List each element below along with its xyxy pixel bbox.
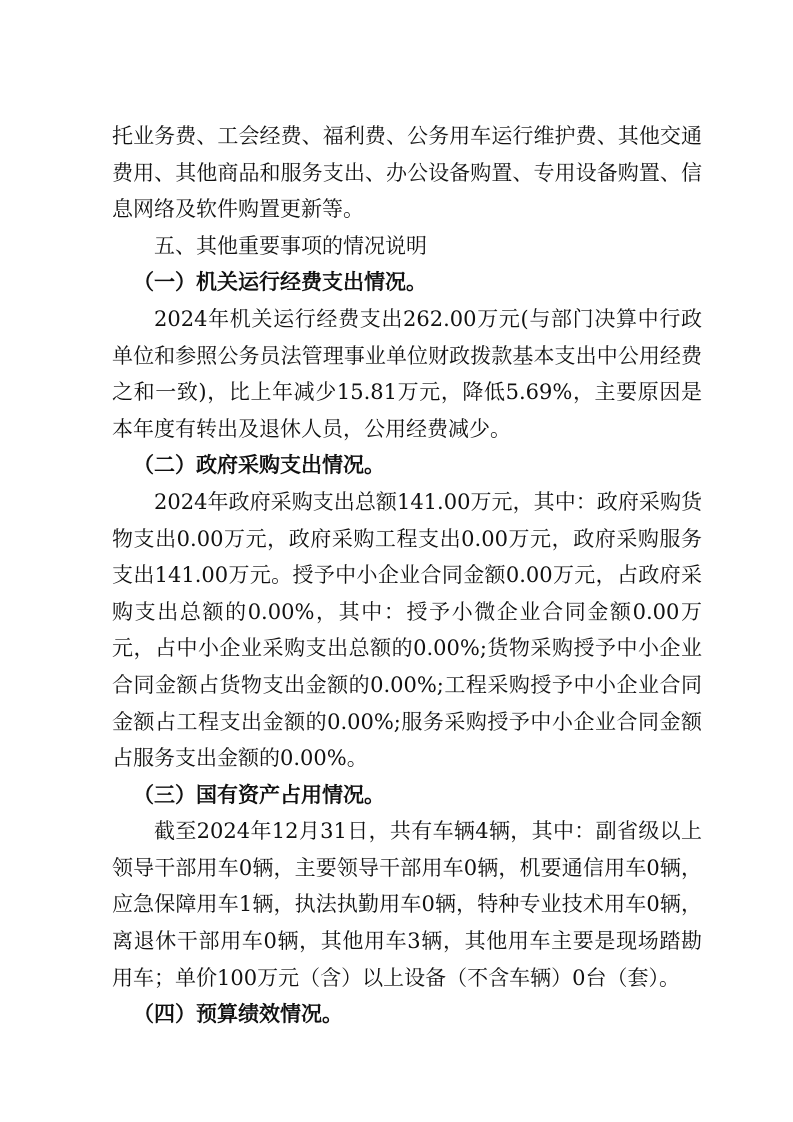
subheading-budget-performance: （四）预算绩效情况。 [133,1002,343,1027]
paragraph-continued-expenses: 托业务费、工会经费、福利费、公务用车运行维护费、其他交通费用、其他商品和服务支出、办公设备购置、专用设备购置、信息网络及软件购置更新等。 [112,124,702,222]
paragraph-state-assets: 截至2024年12月31日，共有车辆4辆，其中：副省级以上领导干部用车0辆，主要领导干部用车0辆，机要通信用车0辆，应急保障用车1辆，执法执勤用车0辆，特种专业技术用车0辆，离退休干部用车0辆，其他用车3辆，其他用车主要是现场踏勘用车；单价100万元（含）以上设备（不含车辆）0台（套）。 [112,819,702,990]
subheading-office-operation-expenses: （一）机关运行经费支出情况。 [133,270,427,295]
subheading-state-assets: （三）国有资产占用情况。 [133,782,385,807]
document-body [112,118,702,1033]
paragraph-government-procurement: 2024年政府采购支出总额141.00万元，其中：政府采购货物支出0.00万元，政府采购工程支出0.00万元，政府采购服务支出141.00万元。授予中小企业合同金额0.00万元，占政府采购支出总额的0.00%，其中：授予小微企业合同金额0.00万元，占中小企业采购支出总额的0.00%;货物采购授予中小企业合同金额占货物支出金额的0.00%;工程采购授予中小企业合同金额占工程支出金额的0.00%;服务采购授予中小企业合同金额占服务支出金额的0.00%。 [112,489,702,771]
paragraph-office-operation-expenses: 2024年机关运行经费支出262.00万元(与部门决算中行政单位和参照公务员法管理事业单位财政拨款基本支出中公用经费之和一致)，比上年减少15.81万元，降低5.69%，主要原因是本年度有转出及退休人员，公用经费减少。 [112,306,702,441]
section-heading-other-matters: 五、其他重要事项的情况说明 [154,233,427,258]
subheading-government-procurement: （二）政府采购支出情况。 [133,453,385,478]
